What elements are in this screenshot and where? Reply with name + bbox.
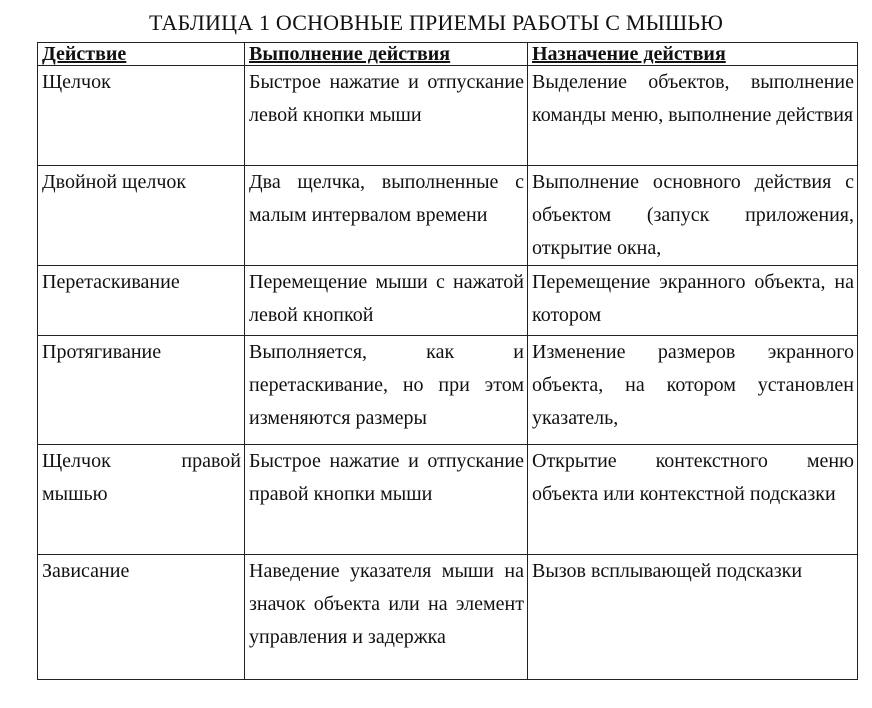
cell-action: Протягивание [38,336,245,445]
cell-execution: Быстрое нажатие и отпускание левой кнопки мыши [245,66,528,166]
table-row [38,555,858,680]
table-row [38,166,858,266]
cell-action: Двойной щелчок [38,166,245,266]
cell-action: Перетаскивание [38,266,245,336]
cell-execution: Наведение указателя мыши на значок объекта или на элемент управления и задержка [245,555,528,680]
cell-purpose: Выделение объектов, выполнение команды меню, выполнение действия [528,66,858,166]
header-action: Действие [38,43,245,66]
table-row [38,266,858,336]
header-purpose: Назначение действия [528,43,858,66]
table-row [38,336,858,445]
header-execution: Выполнение действия [245,43,528,66]
cell-action: Щелчок правой мышью [38,445,245,555]
cell-execution: Два щелчка, выполненные с малым интервалом времени [245,166,528,266]
cell-execution: Быстрое нажатие и отпускание правой кнопки мыши [245,445,528,555]
cell-execution: Перемещение мыши с нажатой левой кнопкой [245,266,528,336]
header-row [38,43,858,66]
cell-purpose: Изменение размеров экранного объекта, на котором установлен указатель, [528,336,858,445]
cell-purpose: Вызов всплывающей подсказки [528,555,858,680]
cell-purpose: Открытие контекстного меню объекта или контекстной подсказки [528,445,858,555]
table-row [38,445,858,555]
cell-action: Зависание [38,555,245,680]
mouse-techniques-table [37,42,858,680]
cell-execution: Выполняется, как и перетаскивание, но при этом изменяются размеры [245,336,528,445]
cell-action: Щелчок [38,66,245,166]
cell-purpose: Перемещение экранного объекта, на котором [528,266,858,336]
table-title: ТАБЛИЦА 1 ОСНОВНЫЕ ПРИЕМЫ РАБОТЫ С МЫШЬЮ [148,10,724,35]
cell-purpose: Выполнение основного действия с объектом (запуск приложения, открытие окна, [528,166,858,266]
table-row [38,66,858,166]
